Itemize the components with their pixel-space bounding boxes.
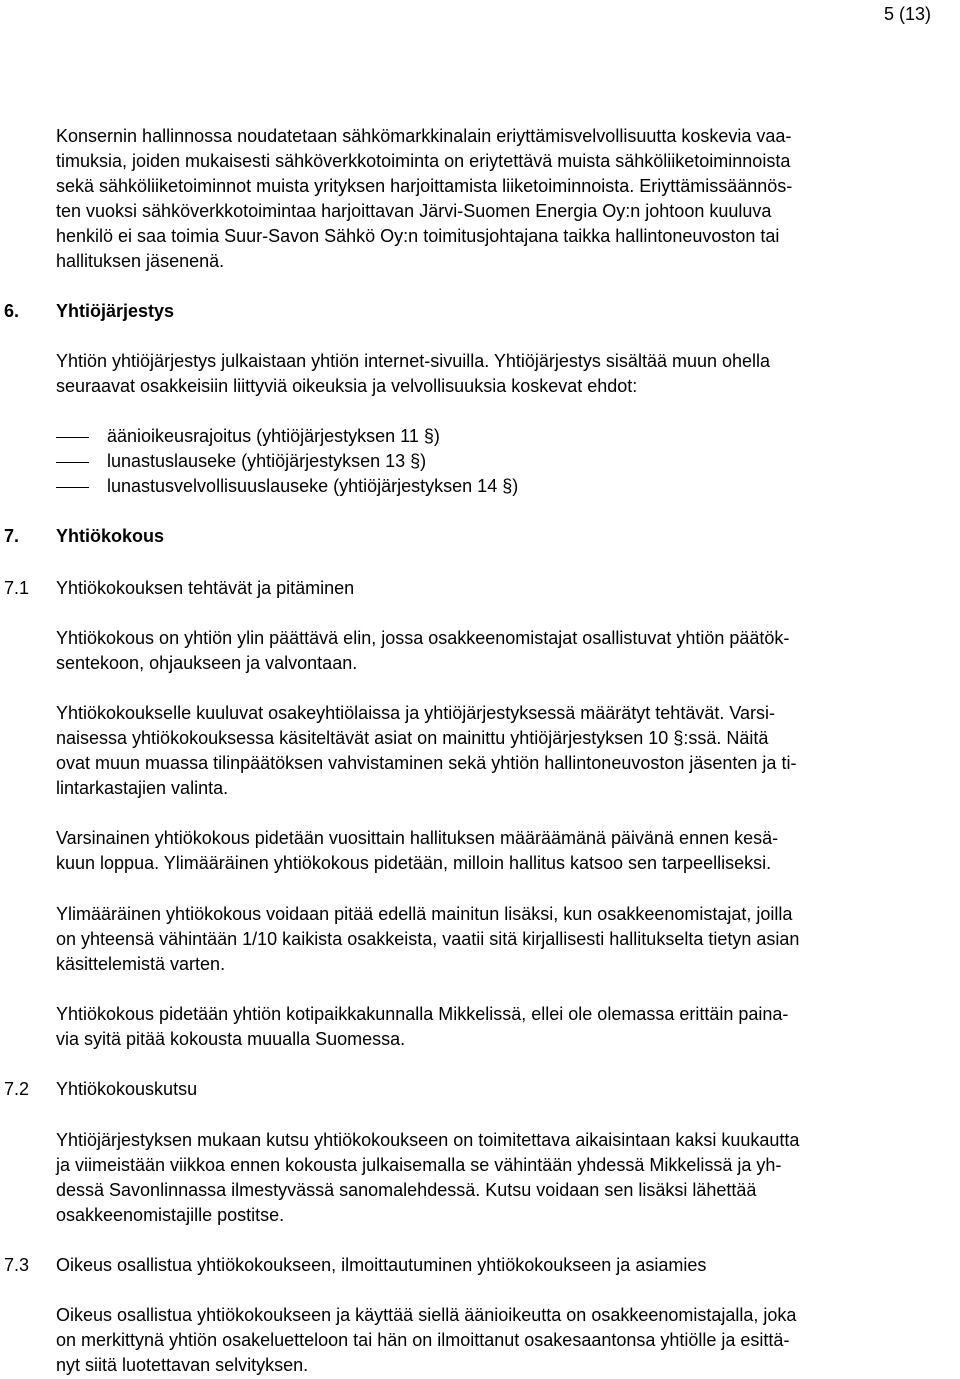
subsection-number: 7.1 (4, 578, 30, 598)
section-heading: Yhtiöjärjestys (56, 301, 175, 321)
text-line: Yhtiökokoukselle kuuluvat osakeyhtiölaissa ja yhtiöjärjestyksessä määrätyt tehtävät. Varsi- (56, 703, 776, 723)
text-line: on yhteensä vähintään 1/10 kaikista osakkeista, vaatii sitä kirjallisesti hallitukselta tietyn asian (56, 929, 800, 949)
text-line: ovat muun muassa tilinpäätöksen vahvistaminen sekä yhtiön hallintoneuvoston jäsenten ja ti- (56, 753, 797, 773)
text-line: Yhtiökokous pidetään yhtiön kotipaikkakunnalla Mikkelissä, ellei ole olemassa erittäin paina- (56, 1004, 789, 1024)
subsection-heading: Oikeus osallistua yhtiökokoukseen, ilmoittautuminen yhtiökokoukseen ja asiamies (56, 1255, 707, 1275)
dash-marker (56, 437, 89, 438)
text-line: Oikeus osallistua yhtiökokoukseen ja käyttää siellä äänioikeutta on osakkeenomistajalla, joka (56, 1305, 797, 1325)
text-line: seuraavat osakkeisiin liittyviä oikeuksia ja velvollisuuksia koskevat ehdot: (56, 376, 638, 396)
subsection-number: 7.2 (4, 1079, 30, 1099)
text-line: sentekoon, ohjaukseen ja valvontaan. (56, 653, 358, 673)
page-number: 5 (13) (883, 4, 931, 24)
text-line: hallituksen jäsenenä. (56, 251, 225, 271)
text-line: Varsinainen yhtiökokous pidetään vuosittain hallituksen määräämänä päivänä ennen kesä- (56, 828, 779, 848)
section-number: 7. (4, 526, 20, 546)
text-line: henkilö ei saa toimia Suur-Savon Sähkö Oy:n toimitusjohtajana taikka hallintoneuvoston tai (56, 226, 780, 246)
text-line: nyt siitä luotettavan selvityksen. (56, 1355, 309, 1375)
text-line: Yhtiön yhtiöjärjestys julkaistaan yhtiön internet-sivuilla. Yhtiöjärjestys sisältää muun ohella (56, 351, 771, 371)
text-line: dessä Savonlinnassa ilmestyvässä sanomalehdessä. Kutsu voidaan sen lisäksi lähettää (56, 1180, 757, 1200)
text-line: timuksia, joiden mukaisesti sähköverkkotoiminta on eriytettävä muista sähköliiketoiminnoista (56, 151, 791, 171)
list-item: lunastuslauseke (yhtiöjärjestyksen 13 §) (107, 451, 427, 471)
list-item: lunastusvelvollisuuslauseke (yhtiöjärjestyksen 14 §) (107, 476, 519, 496)
dash-marker (56, 487, 89, 488)
dash-marker (56, 462, 89, 463)
text-line: osakkeenomistajille postitse. (56, 1205, 285, 1225)
text-line: naisessa yhtiökokouksessa käsiteltävät asiat on mainittu yhtiöjärjestyksen 10 §:ssä. Näitä (56, 728, 769, 748)
text-line: on merkittynä yhtiön osakeluetteloon tai hän on ilmoittanut osakesaantonsa yhtiölle ja esittä- (56, 1330, 790, 1350)
text-line: via syitä pitää kokousta muualla Suomessa. (56, 1029, 406, 1049)
subsection-number: 7.3 (4, 1255, 30, 1275)
subsection-heading: Yhtiökokouskutsu (56, 1079, 198, 1099)
text-line: ja viimeistään viikkoa ennen kokousta julkaisemalla se vähintään yhdessä Mikkelissä ja yh- (56, 1155, 782, 1175)
text-line: Ylimääräinen yhtiökokous voidaan pitää edellä mainitun lisäksi, kun osakkeenomistajat, joilla (56, 904, 793, 924)
text-line: sekä sähköliiketoiminnot muista yrityksen harjoittamista liiketoiminnoista. Eriyttämissäännös- (56, 176, 793, 196)
subsection-heading: Yhtiökokouksen tehtävät ja pitäminen (56, 578, 355, 598)
list-item: äänioikeusrajoitus (yhtiöjärjestyksen 11 §) (107, 426, 440, 446)
text-line: kuun loppua. Ylimääräinen yhtiökokous pidetään, milloin hallitus katsoo sen tarpeelliseksi. (56, 853, 772, 873)
section-heading: Yhtiökokous (56, 526, 165, 546)
text-line: Yhtiökokous on yhtiön ylin päättävä elin, jossa osakkeenomistajat osallistuvat yhtiön päätök- (56, 628, 790, 648)
text-line: Konsernin hallinnossa noudatetaan sähkömarkkinalain eriyttämisvelvollisuutta koskevia vaa- (56, 126, 792, 146)
text-line: lintarkastajien valinta. (56, 778, 229, 798)
text-line: käsittelemistä varten. (56, 954, 226, 974)
text-line: Yhtiöjärjestyksen mukaan kutsu yhtiökokoukseen on toimitettava aikaisintaan kaksi kuukautta (56, 1130, 800, 1150)
section-number: 6. (4, 301, 20, 321)
text-line: ten vuoksi sähköverkkotoimintaa harjoittavan Järvi-Suomen Energia Oy:n johtoon kuuluva (56, 201, 772, 221)
